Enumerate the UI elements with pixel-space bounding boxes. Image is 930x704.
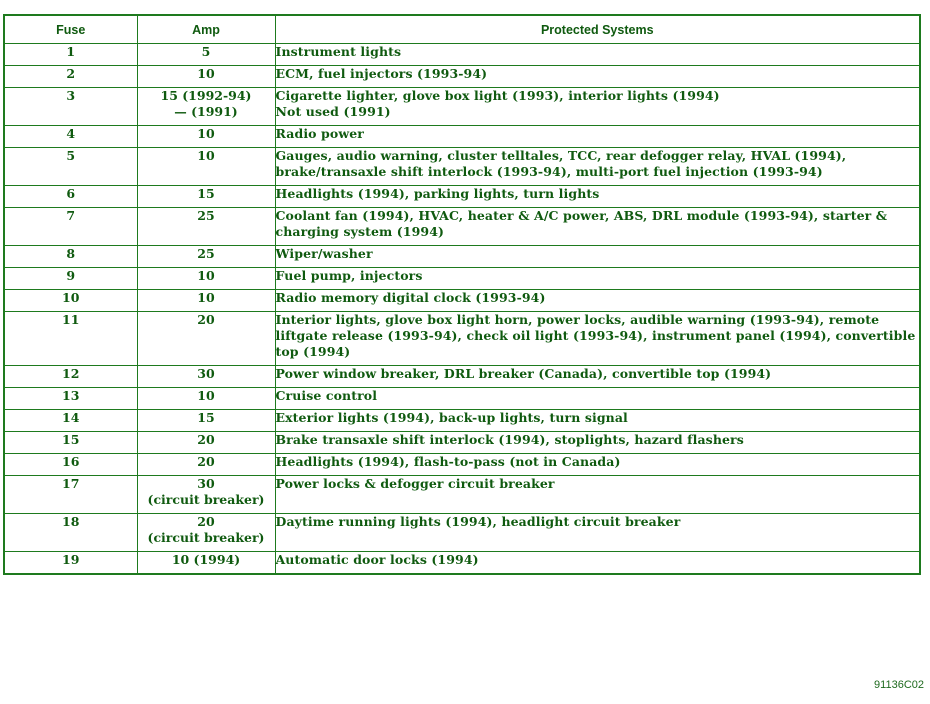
amp-cell bbox=[137, 290, 275, 312]
protected-systems-cell bbox=[275, 290, 920, 312]
fuse-number-cell: 5 bbox=[4, 148, 137, 186]
fuse-number-cell: 18 bbox=[4, 514, 137, 552]
protected-systems-cell bbox=[275, 186, 920, 208]
protected-systems-line: Radio memory digital clock (1993-94) bbox=[275, 290, 546, 305]
amp-cell bbox=[137, 246, 275, 268]
header-amp: Amp bbox=[137, 15, 275, 44]
table-row bbox=[4, 454, 920, 476]
amp-value: 5 bbox=[201, 44, 211, 59]
amp-cell bbox=[137, 148, 275, 186]
fuse-number-cell: 6 bbox=[4, 186, 137, 208]
protected-systems-cell bbox=[275, 410, 920, 432]
amp-value: 15 bbox=[197, 186, 215, 201]
amp-cell bbox=[137, 312, 275, 366]
fuse-number-cell: 3 bbox=[4, 88, 137, 126]
protected-systems-cell bbox=[275, 66, 920, 88]
fuse-number-cell: 13 bbox=[4, 388, 137, 410]
table-row bbox=[4, 268, 920, 290]
table-body bbox=[4, 44, 920, 574]
protected-systems-line: Cigarette lighter, glove box light (1993), interior lights (1994) bbox=[275, 88, 720, 103]
amp-cell bbox=[137, 44, 275, 66]
protected-systems-line: Brake transaxle shift interlock (1994), stoplights, hazard flashers bbox=[275, 432, 744, 447]
table-row bbox=[4, 410, 920, 432]
protected-systems-cell bbox=[275, 148, 920, 186]
amp-value: 30 bbox=[197, 366, 215, 381]
amp-value: 10 (1994) bbox=[171, 552, 241, 567]
amp-cell bbox=[137, 66, 275, 88]
table-row bbox=[4, 126, 920, 148]
fuse-number-cell: 11 bbox=[4, 312, 137, 366]
amp-cell bbox=[137, 268, 275, 290]
table-row bbox=[4, 66, 920, 88]
fuse-number-cell: 14 bbox=[4, 410, 137, 432]
amp-cell bbox=[137, 126, 275, 148]
protected-systems-cell bbox=[275, 454, 920, 476]
table-row bbox=[4, 88, 920, 126]
protected-systems-line: ECM, fuel injectors (1993-94) bbox=[275, 66, 488, 81]
protected-systems-cell bbox=[275, 552, 920, 574]
amp-value: 20 bbox=[197, 432, 215, 447]
amp-cell bbox=[137, 514, 275, 552]
amp-value: 20 bbox=[197, 312, 215, 327]
protected-systems-cell bbox=[275, 88, 920, 126]
protected-systems-line: Instrument lights bbox=[275, 44, 402, 59]
header-row bbox=[4, 15, 920, 44]
protected-systems-cell bbox=[275, 476, 920, 514]
protected-systems-line: liftgate release (1993-94), check oil light (1993-94), instrument panel (1994), convertible bbox=[275, 328, 916, 343]
protected-systems-line: Automatic door locks (1994) bbox=[275, 552, 479, 567]
protected-systems-line: Coolant fan (1994), HVAC, heater & A/C power, ABS, DRL module (1993-94), starter & bbox=[275, 208, 888, 223]
protected-systems-cell bbox=[275, 126, 920, 148]
protected-systems-line: Not used (1991) bbox=[275, 104, 391, 119]
fuse-number-cell: 9 bbox=[4, 268, 137, 290]
protected-systems-line: Gauges, audio warning, cluster telltales, TCC, rear defogger relay, HVAL (1994), bbox=[275, 148, 847, 163]
amp-cell bbox=[137, 388, 275, 410]
protected-systems-line: Exterior lights (1994), back-up lights, turn signal bbox=[275, 410, 628, 425]
protected-systems-line: brake/transaxle shift interlock (1993-94), multi-port fuel injection (1993-94) bbox=[275, 164, 823, 179]
protected-systems-cell bbox=[275, 388, 920, 410]
fuse-number-cell: 10 bbox=[4, 290, 137, 312]
amp-value: 20 bbox=[197, 454, 215, 469]
table-row bbox=[4, 476, 920, 514]
amp-cell bbox=[137, 454, 275, 476]
header-fuse: Fuse bbox=[4, 15, 137, 44]
fuse-number-cell: 4 bbox=[4, 126, 137, 148]
amp-cell bbox=[137, 208, 275, 246]
table-row bbox=[4, 432, 920, 454]
table-row bbox=[4, 312, 920, 366]
table-row bbox=[4, 514, 920, 552]
amp-value: 30 bbox=[197, 476, 215, 491]
amp-value: 15 (1992-94) bbox=[160, 88, 252, 103]
protected-systems-line: Interior lights, glove box light horn, power locks, audible warning (1993-94), remote bbox=[275, 312, 880, 327]
table-row bbox=[4, 366, 920, 388]
amp-value: 20 bbox=[197, 514, 215, 529]
amp-value: 10 bbox=[197, 268, 215, 283]
amp-value: 10 bbox=[197, 148, 215, 163]
protected-systems-cell bbox=[275, 246, 920, 268]
amp-value: 10 bbox=[197, 126, 215, 141]
amp-value: 25 bbox=[197, 208, 215, 223]
protected-systems-line: top (1994) bbox=[275, 344, 351, 359]
amp-cell bbox=[137, 88, 275, 126]
amp-value: 10 bbox=[197, 290, 215, 305]
protected-systems-line: Headlights (1994), flash-to-pass (not in Canada) bbox=[275, 454, 621, 469]
fuse-number-cell: 7 bbox=[4, 208, 137, 246]
amp-cell bbox=[137, 476, 275, 514]
table-row bbox=[4, 148, 920, 186]
table-row bbox=[4, 552, 920, 574]
protected-systems-cell bbox=[275, 312, 920, 366]
protected-systems-line: Headlights (1994), parking lights, turn lights bbox=[275, 186, 600, 201]
header-protected-systems: Protected Systems bbox=[275, 15, 920, 44]
fuse-number-cell: 8 bbox=[4, 246, 137, 268]
protected-systems-line: Power window breaker, DRL breaker (Canada), convertible top (1994) bbox=[275, 366, 772, 381]
protected-systems-line: Cruise control bbox=[275, 388, 378, 403]
amp-value: 15 bbox=[197, 410, 215, 425]
protected-systems-line: Radio power bbox=[275, 126, 364, 141]
table-row bbox=[4, 246, 920, 268]
protected-systems-line: charging system (1994) bbox=[275, 224, 445, 239]
protected-systems-line: Daytime running lights (1994), headlight circuit breaker bbox=[275, 514, 681, 529]
fuse-number-cell: 2 bbox=[4, 66, 137, 88]
protected-systems-cell bbox=[275, 44, 920, 66]
fuse-number-cell: 17 bbox=[4, 476, 137, 514]
protected-systems-line: Power locks & defogger circuit breaker bbox=[275, 476, 555, 491]
fuse-number-cell: 1 bbox=[4, 44, 137, 66]
protected-systems-cell bbox=[275, 268, 920, 290]
protected-systems-cell bbox=[275, 514, 920, 552]
amp-value: 10 bbox=[197, 66, 215, 81]
protected-systems-cell bbox=[275, 366, 920, 388]
amp-cell bbox=[137, 552, 275, 574]
table-row bbox=[4, 186, 920, 208]
amp-cell bbox=[137, 410, 275, 432]
table-row bbox=[4, 290, 920, 312]
fuse-number-cell: 15 bbox=[4, 432, 137, 454]
fuse-number-cell: 16 bbox=[4, 454, 137, 476]
amp-value: 25 bbox=[197, 246, 215, 261]
fuse-number-cell: 12 bbox=[4, 366, 137, 388]
amp-value: — (1991) bbox=[174, 104, 238, 119]
amp-value: (circuit breaker) bbox=[147, 530, 265, 545]
table-row bbox=[4, 208, 920, 246]
amp-value: 10 bbox=[197, 388, 215, 403]
protected-systems-line: Wiper/washer bbox=[275, 246, 373, 261]
amp-cell bbox=[137, 366, 275, 388]
fuse-number-cell: 19 bbox=[4, 552, 137, 574]
figure-code: 91136C02 bbox=[874, 679, 924, 691]
protected-systems-cell bbox=[275, 432, 920, 454]
table-row bbox=[4, 388, 920, 410]
amp-cell bbox=[137, 186, 275, 208]
fuse-table bbox=[3, 14, 921, 575]
amp-value: (circuit breaker) bbox=[147, 492, 265, 507]
protected-systems-line: Fuel pump, injectors bbox=[275, 268, 423, 283]
table-row bbox=[4, 44, 920, 66]
protected-systems-cell bbox=[275, 208, 920, 246]
amp-cell bbox=[137, 432, 275, 454]
